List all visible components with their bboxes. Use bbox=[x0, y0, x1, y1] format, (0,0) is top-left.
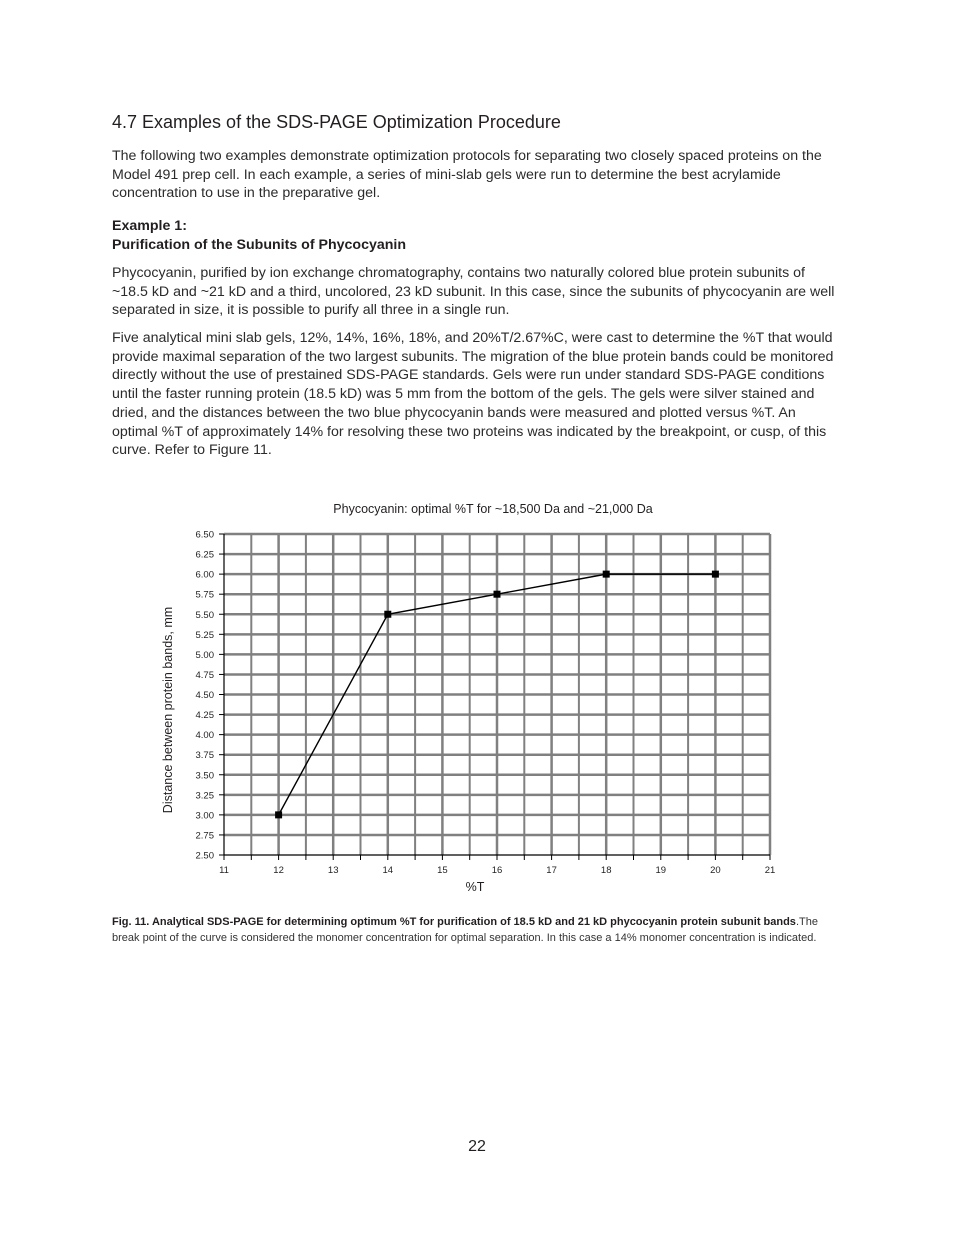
example-subheading bbox=[112, 217, 406, 254]
svg-text:4.25: 4.25 bbox=[195, 710, 214, 722]
svg-text:20: 20 bbox=[710, 865, 721, 876]
chart-title: Phycocyanin: optimal %T for ~18,500 Da and ~21,000 Da bbox=[333, 502, 653, 516]
svg-text:19: 19 bbox=[655, 865, 667, 876]
example-paragraph-1: Phycocyanin, purified by ion exchange chromatography, contains two naturally colored blue protein subunits of ~18.5 kD and ~21 kD and a third, uncolored, 23 kD subunit. In this case, since the subunits of phycocyanin are well separated in size, it is possible to purify all three in a single run. bbox=[112, 265, 835, 319]
svg-text:4.75: 4.75 bbox=[195, 669, 214, 681]
svg-text:5.25: 5.25 bbox=[195, 629, 214, 641]
svg-text:13: 13 bbox=[327, 865, 339, 876]
data-point-marker bbox=[494, 591, 501, 598]
data-point-marker bbox=[384, 611, 391, 618]
svg-text:6.25: 6.25 bbox=[195, 549, 214, 561]
caption-bold: Fig. 11. Analytical SDS-PAGE for determining optimum %T for purification of 18.5 kD and 21 kD phycocyanin protein subunit bands bbox=[112, 916, 796, 928]
svg-text:14: 14 bbox=[382, 865, 394, 876]
svg-text:3.25: 3.25 bbox=[195, 790, 214, 802]
data-point-marker bbox=[712, 571, 719, 578]
page-number: 22 bbox=[468, 1138, 486, 1155]
svg-text:11: 11 bbox=[219, 865, 229, 876]
example-label: Example 1: bbox=[112, 218, 187, 234]
svg-text:2.50: 2.50 bbox=[195, 850, 214, 862]
x-axis-label: %T bbox=[465, 880, 485, 894]
svg-text:2.75: 2.75 bbox=[195, 830, 214, 842]
figure-caption bbox=[112, 915, 837, 946]
svg-text:5.00: 5.00 bbox=[195, 649, 214, 661]
svg-text:5.50: 5.50 bbox=[195, 609, 214, 621]
example-paragraph-2: Five analytical mini slab gels, 12%, 14%, 16%, 18%, and 20%T/2.67%C, were cast to determine the %T that would provide maximal separation of the two largest subunits. The migration of the blue protein bands could be monitored directly without the use of prestained SDS-PAGE standards. Gels were run under standard SDS-PAGE conditions until the faster running protein (18.5 kD) was 5 mm from the bottom of the gels. The gels were silver stained and dried, and the distances between the two blue phycocyanin bands were measured and plotted versus %T. An optimal %T of approximately 14% for resolving these two proteins was indicated by the breakpoint, or cusp, of this curve. Refer to Figure 11. bbox=[112, 330, 834, 459]
data-point-marker bbox=[603, 571, 610, 578]
svg-text:4.50: 4.50 bbox=[195, 690, 214, 701]
svg-text:3.50: 3.50 bbox=[195, 770, 214, 782]
section-heading: 4.7 Examples of the SDS-PAGE Optimization Procedure bbox=[112, 112, 561, 132]
svg-text:21: 21 bbox=[764, 865, 776, 876]
chart-grid bbox=[224, 534, 770, 855]
line-chart bbox=[150, 520, 790, 900]
svg-text:18: 18 bbox=[600, 865, 612, 876]
svg-text:4.00: 4.00 bbox=[195, 730, 214, 742]
svg-text:6.00: 6.00 bbox=[195, 569, 214, 581]
svg-text:12: 12 bbox=[273, 865, 284, 876]
svg-text:3.75: 3.75 bbox=[195, 750, 214, 762]
data-point-marker bbox=[275, 811, 282, 818]
caption-text: .The break point of the curve is considered the monomer concentration for optimal separation. In this case a 14% monomer concentration is indicated. bbox=[112, 916, 818, 944]
example-title: Purification of the Subunits of Phycocyanin bbox=[112, 236, 407, 253]
svg-text:16: 16 bbox=[491, 865, 503, 876]
y-axis-label: Distance between protein bands, mm bbox=[161, 606, 175, 814]
svg-text:15: 15 bbox=[437, 865, 448, 876]
svg-text:17: 17 bbox=[546, 865, 557, 876]
svg-text:3.00: 3.00 bbox=[195, 810, 214, 822]
intro-paragraph: The following two examples demonstrate optimization protocols for separating two closely spaced proteins on the Model 491 prep cell. In each example, a series of mini-slab gels were run to determine the best acrylamide concentration to use in the preparative gel. bbox=[112, 148, 822, 202]
svg-text:6.50: 6.50 bbox=[195, 529, 214, 541]
svg-text:5.75: 5.75 bbox=[195, 589, 214, 601]
